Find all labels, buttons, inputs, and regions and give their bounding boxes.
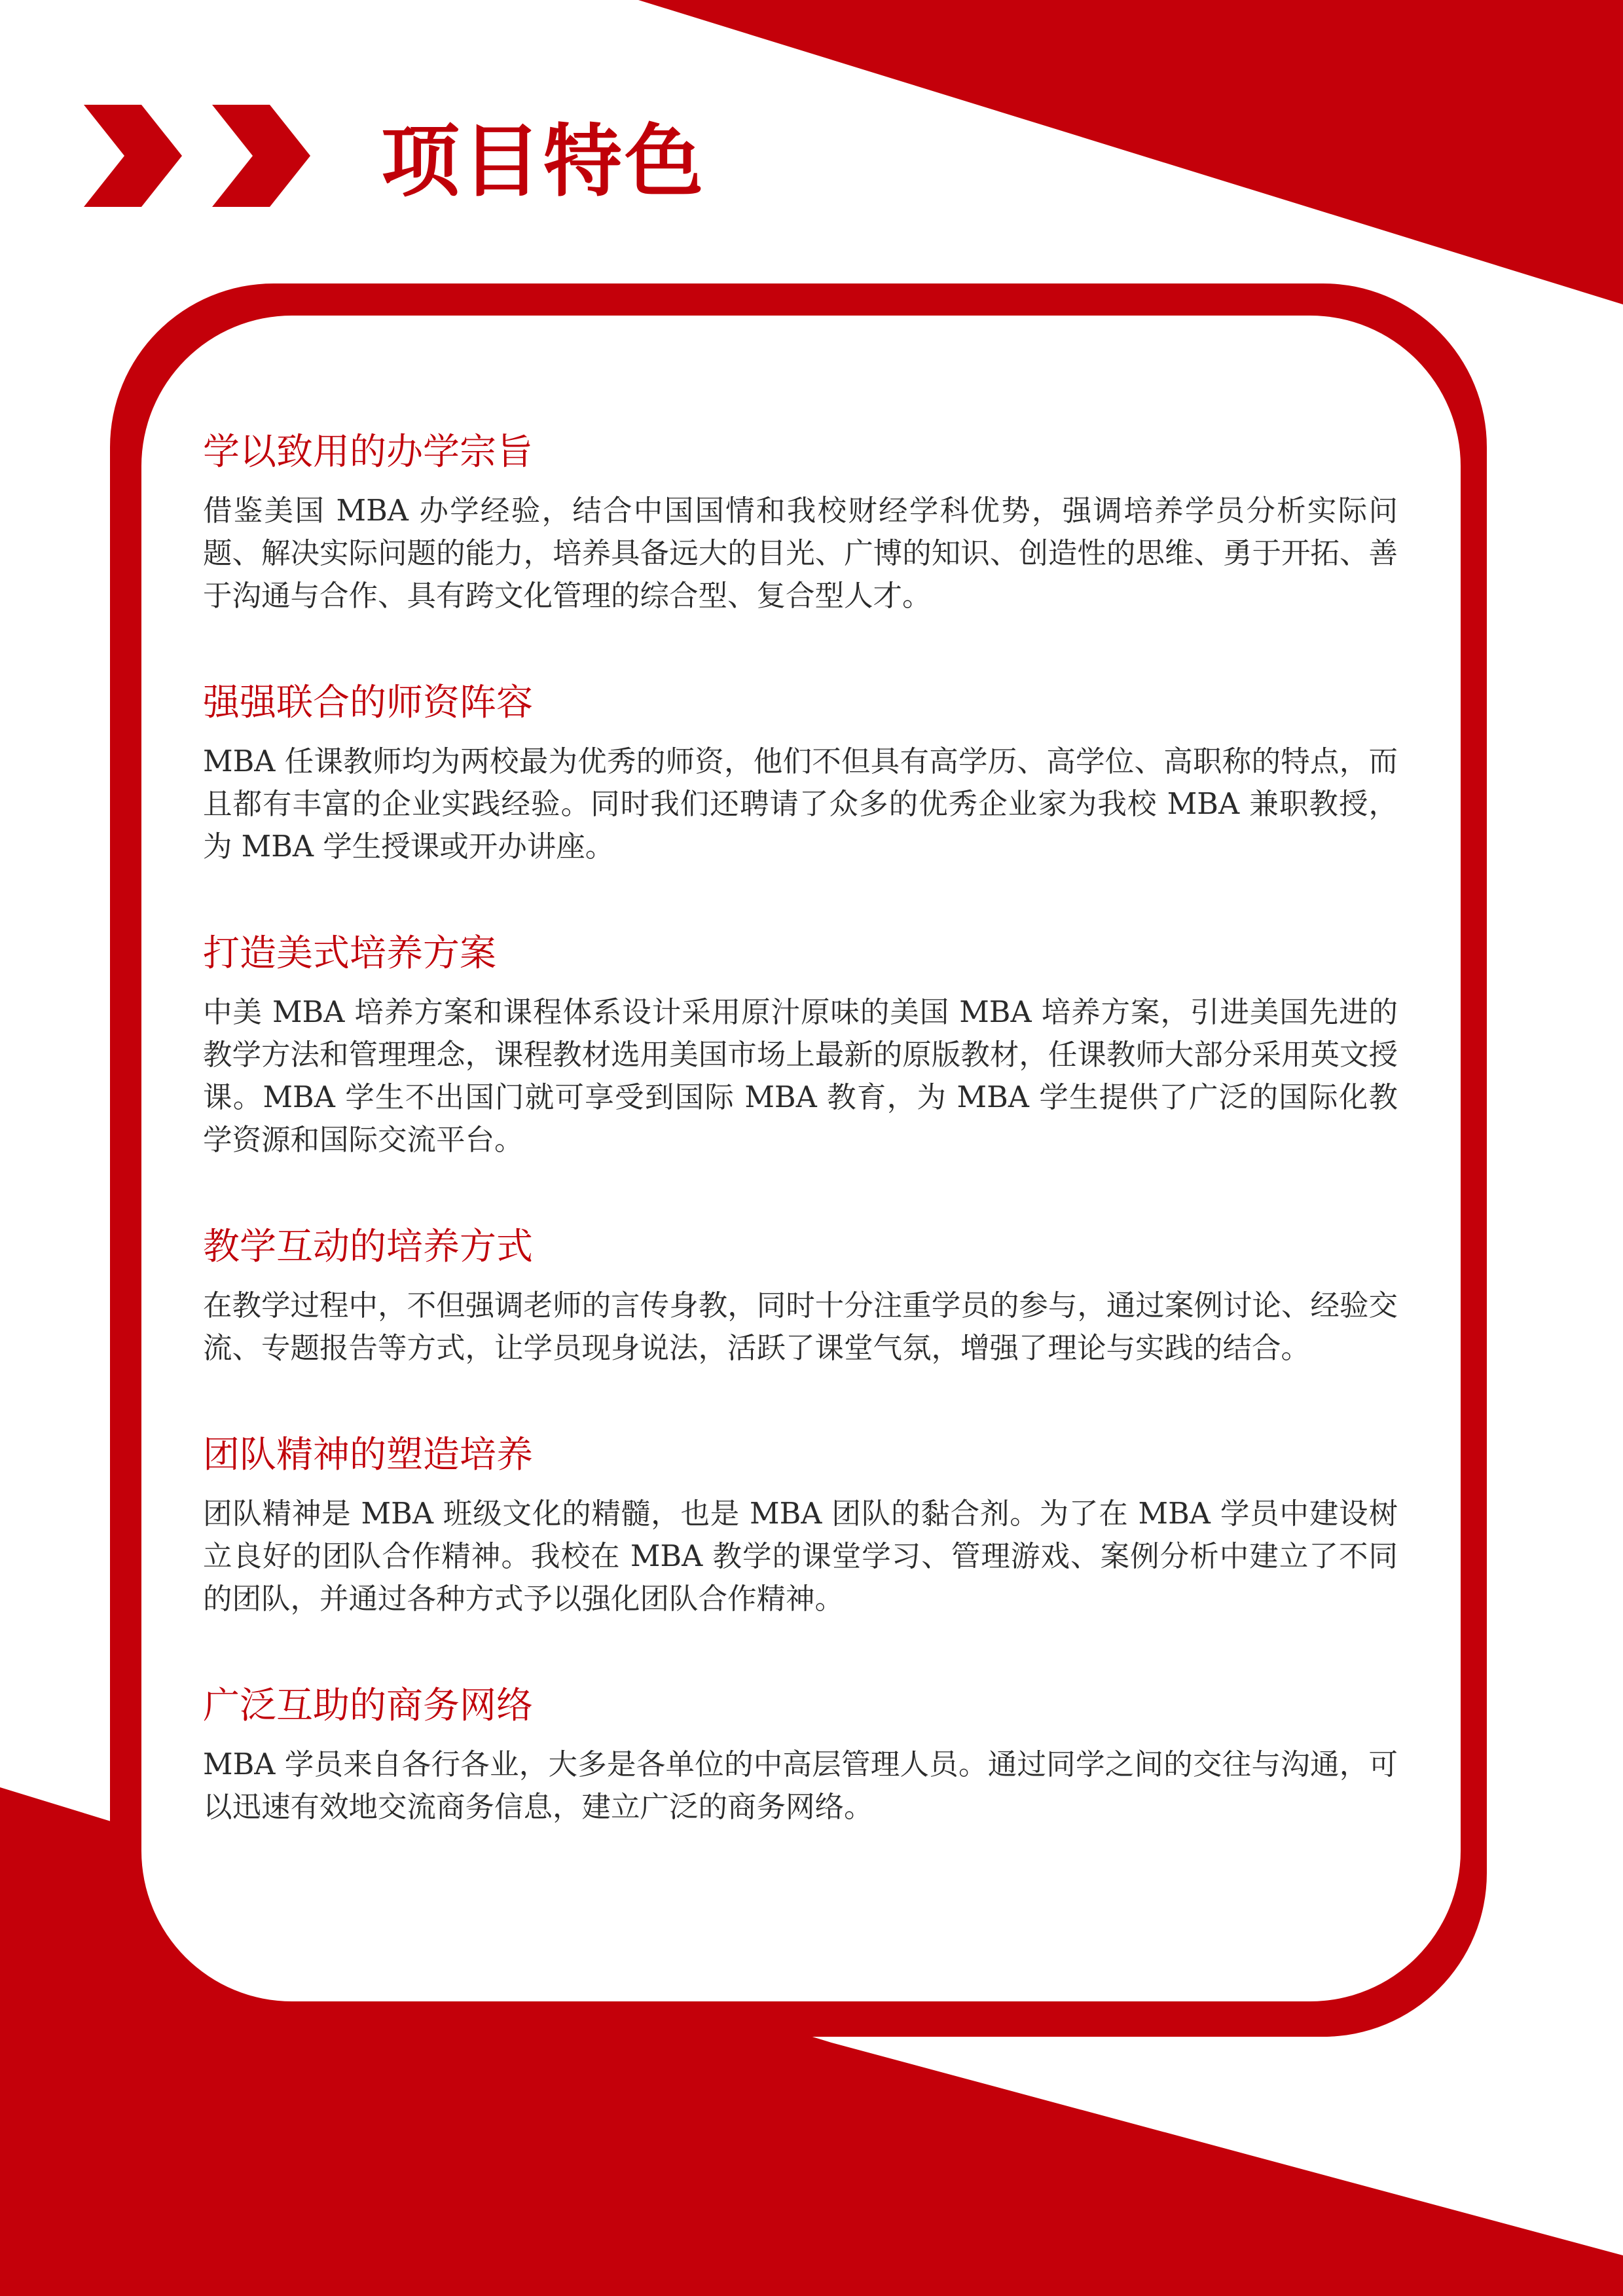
feature-title: 打造美式培养方案 (203, 932, 496, 975)
page-title: 项目特色 (381, 115, 706, 208)
chevron-right-icon (212, 105, 310, 207)
feature-body: 团队精神是 MBA 班级文化的精髓，也是 MBA 团队的黏合剂。为了在 MBA 学员中建设树立良好的团队合作精神。我校在 MBA 教学的课堂学习、管理游戏、案例分析中建立了不同的团队，并通过各种方式予以强化团队合作精神。 (203, 1497, 1398, 1616)
feature-body: 借鉴美国 MBA 办学经验，结合中国国情和我校财经学科优势，强调培养学员分析实际问题、解决实际问题的能力，培养具备远大的目光、广博的知识、创造性的思维、勇于开拓、善于沟通与合作、具有跨文化管理的综合型、复合型人才。 (203, 494, 1398, 613)
feature-body: 在教学过程中，不但强调老师的言传身教，同时十分注重学员的参与，通过案例讨论、经验交流、专题报告等方式，让学员现身说法，活跃了课堂气氛，增强了理论与实践的结合。 (203, 1289, 1398, 1365)
feature-body: MBA 任课教师均为两校最为优秀的师资，他们不但具有高学历、高学位、高职称的特点，而且都有丰富的企业实践经验。同时我们还聘请了众多的优秀企业家为我校 MBA 兼职教授，为 MBA 学生授课或开办讲座。 (203, 745, 1398, 864)
feature-list (203, 424, 1398, 1829)
chevron-right-icon (84, 105, 182, 207)
feature-section (203, 675, 1398, 868)
feature-body: MBA 学员来自各行各业，大多是各单位的中高层管理人员。通过同学之间的交往与沟通，可以迅速有效地交流商务信息，建立广泛的商务网络。 (203, 1748, 1398, 1824)
feature-title: 学以致用的办学宗旨 (203, 431, 533, 473)
top-right-red-band (638, 0, 1623, 304)
feature-section (203, 424, 1398, 617)
feature-title: 教学互动的培养方式 (203, 1226, 533, 1268)
feature-title: 团队精神的塑造培养 (203, 1434, 533, 1476)
feature-section (203, 1678, 1398, 1829)
double-chevron-right-icon (84, 105, 319, 210)
feature-title: 广泛互助的商务网络 (203, 1685, 533, 1727)
feature-section (203, 1427, 1398, 1620)
feature-section (203, 1219, 1398, 1370)
feature-section (203, 926, 1398, 1161)
feature-body: 中美 MBA 培养方案和课程体系设计采用原汁原味的美国 MBA 培养方案，引进美国先进的教学方法和管理理念，课程教材选用美国市场上最新的原版教材，任课教师大部分采用英文授课。MBA 学生不出国门就可享受到国际 MBA 教育，为 MBA 学生提供了广泛的国际化教学资源和国际交流平台。 (203, 996, 1398, 1157)
feature-title: 强强联合的师资阵容 (203, 682, 533, 724)
